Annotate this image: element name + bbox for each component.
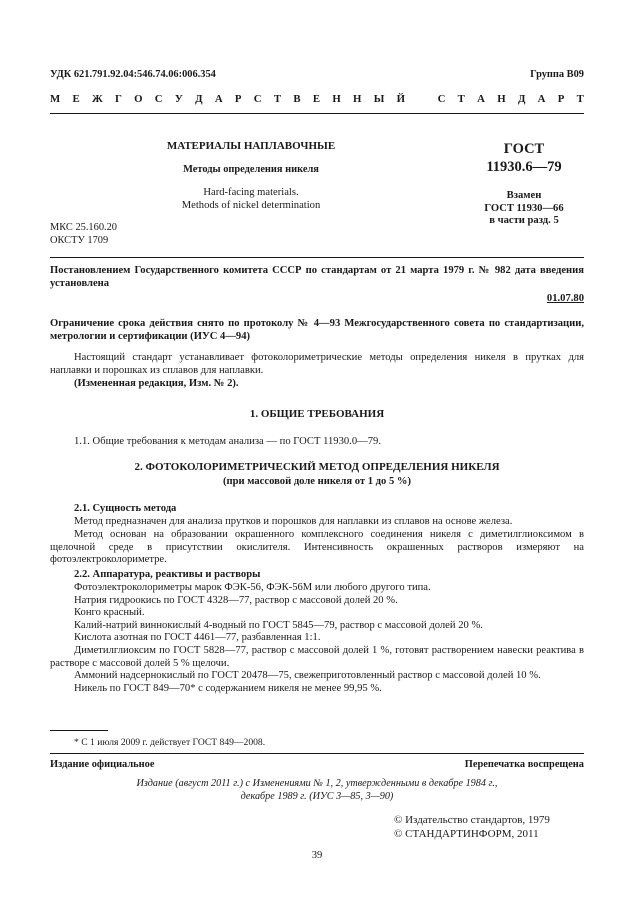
document-subtitle: Методы определения никеля — [183, 164, 319, 175]
edition-line2: декабре 1989 г. (ИУС 3—85, 3—90) — [240, 791, 394, 802]
banner-word1-letter: У — [174, 93, 183, 105]
banner-word1-letter: Е — [72, 93, 80, 105]
replaces-line2: ГОСТ 11930—66 — [484, 202, 564, 214]
banner-word1-letter: А — [214, 93, 223, 105]
gost-label: ГОСТ — [503, 141, 545, 157]
banner-word2-letter: Т — [576, 93, 584, 105]
s21-paragraph2: Метод основан на образовании окрашенного комплексного соединения никеля с диметилглиоксимом в щелочной среде в присутствии окислителя. Интенсивность окрашенных растворов измеряют на фотоэлектроколориметре. — [50, 529, 584, 566]
copyright-block — [394, 814, 584, 841]
section1-item: 1.1. Общие требования к методам анализа — по ГОСТ 11930.0—79. — [74, 436, 381, 447]
header-rule — [50, 113, 584, 114]
standard-banner — [50, 93, 584, 105]
effective-date: 01.07.80 — [546, 293, 584, 304]
banner-word1-letter: О — [134, 93, 143, 105]
replaces-line3: в части разд. 5 — [489, 215, 559, 226]
s22-item: Диметилглиоксим по ГОСТ 5828—77, раствор с массовой долей 1 %, готовят растворением навески реактива в растворе с массовой долей 5 % щелочи. — [50, 644, 584, 669]
classification-codes — [50, 222, 117, 247]
edition-line1: Издание (август 2011 г.) с Изменениями № 1, 2, утвержденными в декабре 1984 г., — [136, 778, 498, 789]
banner-word1-letter: Р — [234, 93, 242, 105]
footnote-text: * С 1 июля 2009 г. действует ГОСТ 849—2008. — [74, 737, 266, 748]
s22-item: Фотоэлектроколориметры марок ФЭК-56, ФЭК-56М или любого другого типа. — [74, 582, 431, 593]
page-number: 39 — [311, 850, 323, 861]
official-edition: Издание официальное — [50, 759, 155, 770]
banner-word1-letter: Н — [332, 93, 341, 105]
footer-rule — [50, 753, 584, 754]
banner-word1-letter: Н — [353, 93, 362, 105]
section2-heading: 2. ФОТОКОЛОРИМЕТРИЧЕСКИЙ МЕТОД ОПРЕДЕЛЕНИЯ НИКЕЛЯ — [134, 461, 500, 473]
s22-item: Конго красный. — [74, 607, 145, 619]
section2-subheading: (при массовой доле никеля от 1 до 5 %) — [222, 476, 412, 487]
intro-paragraph: Настоящий стандарт устанавливает фотоколориметрические методы определения никеля в прутках для наплавки и порошках из сплавов для наплавки. — [50, 352, 584, 376]
banner-word1-letter: Ж — [91, 93, 103, 105]
replaces-line1: Взамен — [506, 190, 542, 201]
banner-word1-letter: Е — [312, 93, 321, 105]
s22-item: Натрия гидроокись по ГОСТ 4328—77, раствор с массовой долей 20 %. — [74, 594, 398, 606]
reprint-notice: Перепечатка воспрещена — [464, 759, 584, 770]
okstu-code: ОКСТУ 1709 — [50, 234, 109, 246]
section1-heading: 1. ОБЩИЕ ТРЕБОВАНИЯ — [249, 408, 385, 420]
decree-text: Постановлением Государственного комитета СССР по стандартам от 21 марта 1979 г. № 982 дата введения установлена — [50, 265, 584, 289]
banner-word1-letter: М — [50, 93, 61, 105]
banner-word2-letter: А — [537, 93, 546, 105]
banner-word2-letter: Р — [557, 93, 565, 105]
document-page — [50, 0, 584, 913]
s22-item: Калий-натрий виннокислый 4-водный по ГОСТ 5845—79, раствор с массовой долей 20 %. — [74, 619, 483, 631]
banner-word2-letter: Д — [517, 93, 526, 105]
banner-word1-letter: Г — [114, 93, 122, 105]
s22-list — [50, 582, 584, 695]
s21-title: 2.1. Сущность метода — [74, 503, 177, 514]
s22-item: Кислота азотная по ГОСТ 4461—77, разбавленная 1:1. — [74, 632, 321, 644]
banner-word2-letter: Т — [457, 93, 465, 105]
gost-designation — [464, 140, 584, 176]
edition-note — [50, 777, 584, 803]
banner-word1-letter: С — [253, 93, 262, 105]
title-rule — [50, 257, 584, 258]
banner-word2-letter: С — [437, 93, 446, 105]
s21-paragraph1: Метод предназначен для анализа прутков и порошков для наплавки из сплавов на основе железа. — [74, 516, 513, 527]
copyright-publisher: © Издательство стандартов, 1979 — [394, 814, 550, 826]
banner-word2-letter: А — [477, 93, 485, 105]
intro-amended: (Измененная редакция, Изм. № 2). — [74, 378, 239, 389]
document-title: МАТЕРИАЛЫ НАПЛАВОЧНЫЕ — [166, 140, 336, 152]
copyright-standartinform: © СТАНДАРТИНФОРМ, 2011 — [394, 827, 539, 840]
english-title-line2: Methods of nickel determination — [181, 200, 321, 211]
banner-word1-letter: Д — [195, 93, 203, 105]
udk-code: УДК 621.791.92.04:546.74.06:006.354 — [50, 69, 216, 80]
gost-number: 11930.6—79 — [486, 159, 562, 175]
s22-item: Аммоний надсернокислый по ГОСТ 20478—75, свежеприготовленный раствор с массовой долей 10 %. — [74, 670, 541, 682]
banner-gap — [417, 93, 425, 105]
banner-word1-letter: Й — [396, 93, 406, 105]
s22-item: Никель по ГОСТ 849—70* с содержанием никеля не менее 99,95 %. — [74, 682, 382, 694]
replaces-block — [464, 190, 584, 228]
limitation-text: Ограничение срока действия снято по протоколу № 4—93 Межгосударственного совета по стандартизации, метрологии и сертификации (ИУС 4—94) — [50, 318, 584, 342]
english-title-line1: Hard-facing materials. — [203, 187, 299, 198]
banner-word1-letter: В — [293, 93, 301, 105]
mks-code: МКС 25.160.20 — [50, 222, 118, 233]
banner-word1-letter: Т — [273, 93, 282, 105]
banner-word1-letter: С — [154, 93, 163, 105]
english-title — [120, 186, 382, 212]
group-code: Группа В09 — [530, 69, 584, 80]
footnote-rule — [50, 730, 108, 731]
s22-title: 2.2. Аппаратура, реактивы и растворы — [74, 569, 261, 580]
banner-word2-letter: Н — [497, 93, 506, 105]
banner-word1-letter: Ы — [373, 93, 385, 105]
